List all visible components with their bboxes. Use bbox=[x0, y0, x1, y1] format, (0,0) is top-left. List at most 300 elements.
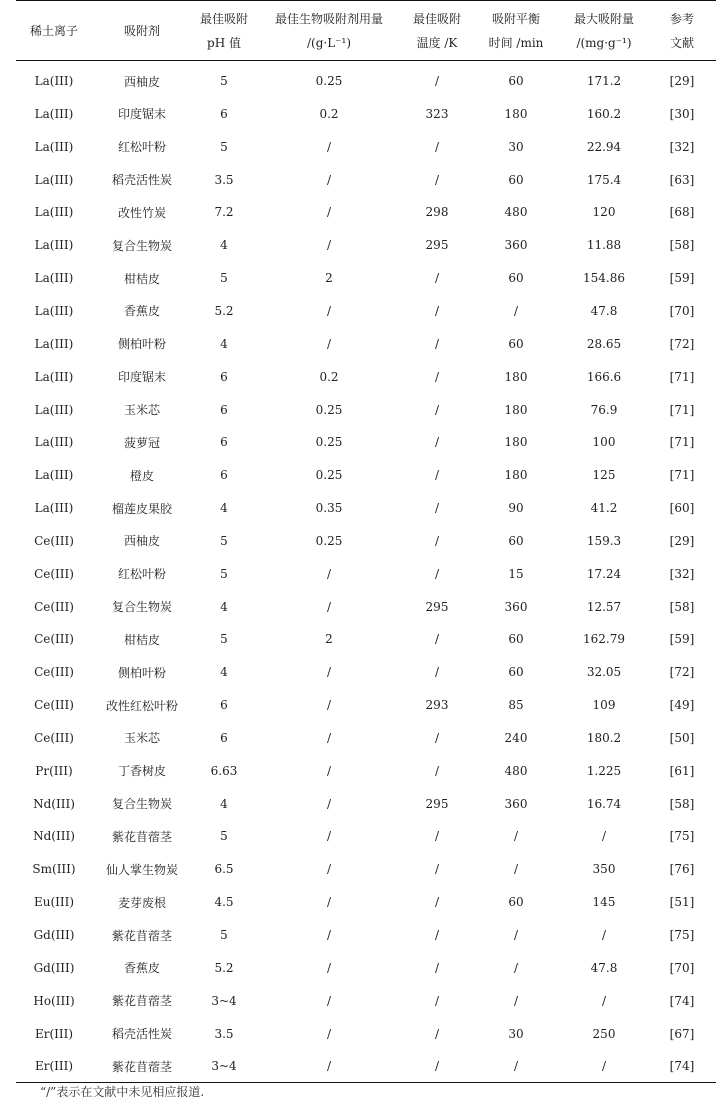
table-cell: / bbox=[326, 665, 332, 680]
table-cell: 丁香树皮 bbox=[117, 764, 166, 779]
table-cell: [71] bbox=[669, 402, 695, 417]
table-cell: / bbox=[326, 730, 332, 745]
table-cell: / bbox=[434, 960, 440, 975]
table-cell: [71] bbox=[669, 435, 695, 450]
table-cell: 侧柏叶粉 bbox=[117, 665, 166, 680]
table-row bbox=[16, 951, 716, 984]
table-cell: 160.2 bbox=[586, 106, 622, 121]
table-cell: 60 bbox=[508, 533, 524, 548]
table-row bbox=[16, 919, 716, 952]
table-cell: Ce(III) bbox=[34, 632, 74, 647]
table-cell: 5 bbox=[220, 928, 228, 943]
table-cell: 5.2 bbox=[214, 960, 234, 975]
table-cell: [63] bbox=[669, 172, 695, 187]
table-cell: [71] bbox=[669, 369, 695, 384]
table-cell: 6 bbox=[220, 435, 228, 450]
table-cell: / bbox=[434, 829, 440, 844]
table-cell: 171.2 bbox=[586, 74, 622, 89]
table-row bbox=[16, 163, 716, 196]
table-cell: / bbox=[434, 303, 440, 318]
table-cell: / bbox=[434, 74, 440, 89]
table-cell: 橙皮 bbox=[129, 468, 154, 483]
table-cell: 香蕉皮 bbox=[123, 961, 160, 976]
table-cell: 295 bbox=[425, 599, 449, 614]
table-row bbox=[16, 196, 716, 229]
table-cell: 3~4 bbox=[211, 1059, 237, 1074]
table-cell: 295 bbox=[425, 238, 449, 253]
table-cell: 复合生物炭 bbox=[111, 238, 172, 253]
table-cell: / bbox=[434, 336, 440, 351]
table-cell: 紫花苜蓿茎 bbox=[111, 928, 172, 943]
table-row bbox=[16, 61, 716, 98]
table-cell: [29] bbox=[669, 74, 695, 89]
table-cell: 4.5 bbox=[214, 895, 234, 910]
table-cell: 7.2 bbox=[214, 205, 234, 220]
table-cell: [50] bbox=[669, 730, 695, 745]
table-cell: / bbox=[326, 960, 332, 975]
table-cell: / bbox=[434, 1059, 440, 1074]
table-cell: 16.74 bbox=[586, 796, 622, 811]
table-row bbox=[16, 1017, 716, 1050]
table-cell: [75] bbox=[669, 829, 695, 844]
table-cell: 60 bbox=[508, 632, 524, 647]
table-row bbox=[16, 262, 716, 295]
table-cell: 41.2 bbox=[590, 501, 618, 516]
table-cell: 0.2 bbox=[319, 369, 339, 384]
table-cell: 0.25 bbox=[315, 402, 343, 417]
table-cell: 30 bbox=[508, 139, 524, 154]
table-cell: [70] bbox=[669, 303, 695, 318]
column-header bbox=[16, 1, 92, 61]
table-cell: [30] bbox=[669, 106, 695, 121]
table-row bbox=[16, 426, 716, 459]
table-cell: 5 bbox=[220, 139, 228, 154]
table-cell: 180 bbox=[504, 106, 528, 121]
table-row bbox=[16, 557, 716, 590]
table-cell: Er(III) bbox=[34, 1026, 74, 1041]
table-cell: 109 bbox=[592, 698, 616, 713]
table-cell: 5 bbox=[220, 566, 228, 581]
table-cell: Pr(III) bbox=[35, 763, 73, 778]
table-row bbox=[16, 820, 716, 853]
table-cell: 3.5 bbox=[214, 172, 234, 187]
table-cell: 0.25 bbox=[315, 468, 343, 483]
column-header bbox=[648, 1, 716, 61]
column-header-line: 最大吸附量 bbox=[573, 11, 634, 26]
table-cell: / bbox=[434, 1026, 440, 1041]
table-cell: 30 bbox=[508, 1026, 524, 1041]
table-cell: / bbox=[434, 730, 440, 745]
table-cell: / bbox=[326, 303, 332, 318]
table-cell: 360 bbox=[504, 238, 528, 253]
table-row bbox=[16, 623, 716, 656]
table-cell: / bbox=[601, 928, 607, 943]
table-cell: / bbox=[326, 698, 332, 713]
table-cell: La(III) bbox=[34, 468, 74, 483]
table-row bbox=[16, 360, 716, 393]
table-cell: Ce(III) bbox=[34, 533, 74, 548]
table-cell: [74] bbox=[669, 993, 695, 1008]
table-cell: 紫花苜蓿茎 bbox=[111, 1059, 172, 1074]
table-cell: [61] bbox=[669, 763, 695, 778]
table-header bbox=[16, 1, 716, 61]
header-row bbox=[16, 1, 716, 61]
table-cell: 红松叶粉 bbox=[117, 140, 166, 155]
table-cell: 0.25 bbox=[315, 74, 343, 89]
table-cell: [71] bbox=[669, 468, 695, 483]
table-cell: / bbox=[326, 796, 332, 811]
table-cell: 5 bbox=[220, 533, 228, 548]
column-header-line: 吸附剂 bbox=[123, 23, 160, 38]
table-cell: / bbox=[434, 501, 440, 516]
table-row bbox=[16, 787, 716, 820]
table-cell: Er(III) bbox=[34, 1059, 74, 1074]
table-cell: 4 bbox=[220, 238, 228, 253]
table-footnote: “/”表示在文献中未见相应报道. bbox=[40, 1085, 205, 1099]
column-header-line: 稀土离子 bbox=[29, 23, 78, 38]
table-cell: / bbox=[326, 172, 332, 187]
table-row bbox=[16, 327, 716, 360]
table-cell: 5.2 bbox=[214, 303, 234, 318]
table-cell: 稻壳活性炭 bbox=[111, 173, 172, 188]
table-cell: / bbox=[326, 895, 332, 910]
table-cell: 0.35 bbox=[315, 501, 343, 516]
table-cell: 4 bbox=[220, 796, 228, 811]
table-cell: 6 bbox=[220, 730, 228, 745]
table-cell: 4 bbox=[220, 599, 228, 614]
table-cell: 180 bbox=[504, 369, 528, 384]
column-header-line: 吸附平衡 bbox=[491, 11, 540, 26]
table-cell: 5 bbox=[220, 271, 228, 286]
table-cell: / bbox=[434, 533, 440, 548]
table-cell: 166.6 bbox=[586, 369, 622, 384]
table-cell: [32] bbox=[669, 139, 695, 154]
column-header-line: 最佳吸附 bbox=[199, 11, 248, 26]
table-cell: 180 bbox=[504, 435, 528, 450]
table-cell: 印度锯末 bbox=[117, 107, 166, 122]
table-cell: / bbox=[434, 566, 440, 581]
table-cell: / bbox=[326, 599, 332, 614]
table-cell: 柑桔皮 bbox=[123, 632, 160, 647]
table-row bbox=[16, 984, 716, 1017]
table-cell: 4 bbox=[220, 501, 228, 516]
column-header-line: 最佳生物吸附剂用量 bbox=[274, 11, 383, 26]
table-cell: La(III) bbox=[34, 106, 74, 121]
table-cell: / bbox=[434, 895, 440, 910]
table-cell: 6 bbox=[220, 402, 228, 417]
table-cell: 180.2 bbox=[586, 730, 622, 745]
table-cell: [59] bbox=[669, 632, 695, 647]
table-cell: La(III) bbox=[34, 501, 74, 516]
table-row bbox=[16, 393, 716, 426]
table-cell: / bbox=[513, 960, 519, 975]
table-cell: 紫花苜蓿茎 bbox=[111, 994, 172, 1009]
table-cell: / bbox=[434, 271, 440, 286]
table-cell: 2 bbox=[325, 632, 333, 647]
table-cell: / bbox=[326, 862, 332, 877]
column-header-line: /(mg·g⁻¹) bbox=[576, 35, 632, 50]
table-row bbox=[16, 590, 716, 623]
table-cell: 稻壳活性炭 bbox=[111, 1027, 172, 1042]
table-cell: 32.05 bbox=[586, 665, 622, 680]
table-cell: 玉米芯 bbox=[123, 731, 160, 746]
table-cell: 180 bbox=[504, 468, 528, 483]
table-cell: [32] bbox=[669, 566, 695, 581]
table-cell: 85 bbox=[508, 698, 524, 713]
table-cell: La(III) bbox=[34, 238, 74, 253]
table-cell: 复合生物炭 bbox=[111, 600, 172, 615]
table-cell: / bbox=[434, 402, 440, 417]
table-cell: 侧柏叶粉 bbox=[117, 337, 166, 352]
table-cell: [76] bbox=[669, 862, 695, 877]
table-cell: 复合生物炭 bbox=[111, 797, 172, 812]
table-cell: 480 bbox=[504, 763, 528, 778]
table-cell: 麦芽废根 bbox=[117, 895, 166, 910]
table-cell: 100 bbox=[592, 435, 616, 450]
table-cell: [29] bbox=[669, 533, 695, 548]
table-cell: 菠萝冠 bbox=[123, 435, 160, 450]
table-cell: 柑桔皮 bbox=[123, 271, 160, 286]
table-row bbox=[16, 524, 716, 557]
table-cell: / bbox=[513, 862, 519, 877]
table-row bbox=[16, 98, 716, 131]
table-row bbox=[16, 295, 716, 328]
table-cell: La(III) bbox=[34, 74, 74, 89]
table-cell: / bbox=[326, 928, 332, 943]
table-cell: La(III) bbox=[34, 303, 74, 318]
table-cell: 162.79 bbox=[583, 632, 625, 647]
table-cell: 榴莲皮果胶 bbox=[111, 501, 172, 516]
column-header-line: /(g·L⁻¹) bbox=[306, 35, 351, 50]
table-row bbox=[16, 130, 716, 163]
table-cell: Ho(III) bbox=[33, 993, 75, 1008]
table-cell: 6 bbox=[220, 698, 228, 713]
table-row bbox=[16, 853, 716, 886]
table-cell: / bbox=[326, 336, 332, 351]
table-cell: Sm(III) bbox=[32, 862, 76, 877]
table-cell: / bbox=[326, 139, 332, 154]
table-body bbox=[16, 61, 716, 1083]
table-cell: La(III) bbox=[34, 205, 74, 220]
table-cell: 玉米芯 bbox=[123, 403, 160, 418]
table-cell: 120 bbox=[592, 205, 616, 220]
column-header-line: 参考 bbox=[669, 11, 694, 26]
table-cell: 3~4 bbox=[211, 993, 237, 1008]
table-cell: La(III) bbox=[34, 435, 74, 450]
table-cell: Ce(III) bbox=[34, 599, 74, 614]
table-cell: [58] bbox=[669, 796, 695, 811]
column-header bbox=[472, 1, 560, 61]
table-cell: 47.8 bbox=[590, 960, 618, 975]
table-row bbox=[16, 1050, 716, 1083]
table-row bbox=[16, 689, 716, 722]
table-cell: 1.225 bbox=[586, 763, 622, 778]
table-cell: [58] bbox=[669, 599, 695, 614]
table-cell: 11.88 bbox=[586, 238, 622, 253]
table-cell: 改性红松叶粉 bbox=[105, 698, 178, 713]
table-cell: / bbox=[434, 993, 440, 1008]
table-cell: / bbox=[434, 632, 440, 647]
table-cell: 323 bbox=[425, 106, 449, 121]
table-cell: / bbox=[326, 993, 332, 1008]
table-cell: 15 bbox=[508, 566, 524, 581]
table-cell: 12.57 bbox=[586, 599, 622, 614]
table-cell: / bbox=[326, 829, 332, 844]
table-cell: [70] bbox=[669, 960, 695, 975]
table-cell: / bbox=[513, 993, 519, 1008]
table-cell: / bbox=[434, 665, 440, 680]
table-cell: / bbox=[326, 238, 332, 253]
table-row bbox=[16, 722, 716, 755]
table-cell: [51] bbox=[669, 895, 695, 910]
table-cell: La(III) bbox=[34, 271, 74, 286]
table-cell: 3.5 bbox=[214, 1026, 234, 1041]
table-cell: 0.25 bbox=[315, 435, 343, 450]
table-cell: 0.2 bbox=[319, 106, 339, 121]
table-cell: 红松叶粉 bbox=[117, 567, 166, 582]
table-cell: Ce(III) bbox=[34, 698, 74, 713]
table-cell: 印度锯末 bbox=[117, 370, 166, 385]
table-cell: [49] bbox=[669, 698, 695, 713]
table-cell: 22.94 bbox=[586, 139, 622, 154]
column-header-line: 温度 /K bbox=[416, 35, 458, 50]
table-cell: 60 bbox=[508, 665, 524, 680]
table-row bbox=[16, 459, 716, 492]
table-cell: 香蕉皮 bbox=[123, 304, 160, 319]
table-cell: 60 bbox=[508, 172, 524, 187]
table-cell: 360 bbox=[504, 796, 528, 811]
table-cell: Eu(III) bbox=[33, 895, 75, 910]
table-cell: Ce(III) bbox=[34, 730, 74, 745]
table-cell: 西柚皮 bbox=[123, 534, 160, 549]
column-header bbox=[402, 1, 472, 61]
table-cell: 60 bbox=[508, 336, 524, 351]
table-cell: 6.5 bbox=[214, 862, 234, 877]
table-cell: 6 bbox=[220, 369, 228, 384]
table-cell: [75] bbox=[669, 928, 695, 943]
table-cell: 西柚皮 bbox=[123, 74, 160, 89]
table-cell: 改性竹炭 bbox=[117, 205, 166, 220]
table-cell: / bbox=[434, 369, 440, 384]
table-cell: / bbox=[434, 862, 440, 877]
table-cell: / bbox=[326, 1026, 332, 1041]
table-cell: [72] bbox=[669, 665, 695, 680]
table-cell: 145 bbox=[592, 895, 616, 910]
column-header bbox=[560, 1, 648, 61]
table-cell: / bbox=[513, 829, 519, 844]
table-cell: / bbox=[434, 435, 440, 450]
table-cell: / bbox=[513, 303, 519, 318]
table-cell: 0.25 bbox=[315, 533, 343, 548]
table-cell: [60] bbox=[669, 501, 695, 516]
table-cell: [72] bbox=[669, 336, 695, 351]
table-cell: / bbox=[326, 566, 332, 581]
table-cell: / bbox=[601, 1059, 607, 1074]
table-cell: La(III) bbox=[34, 172, 74, 187]
table-cell: / bbox=[326, 205, 332, 220]
column-header-line: 时间 /min bbox=[488, 35, 544, 50]
table-cell: / bbox=[434, 763, 440, 778]
table-cell: 紫花苜蓿茎 bbox=[111, 829, 172, 844]
table-cell: 6.63 bbox=[210, 763, 238, 778]
table-cell: 480 bbox=[504, 205, 528, 220]
table-cell: 4 bbox=[220, 665, 228, 680]
table-cell: / bbox=[434, 468, 440, 483]
table-cell: / bbox=[434, 139, 440, 154]
table-cell: 17.24 bbox=[586, 566, 622, 581]
adsorption-table bbox=[16, 0, 716, 1083]
table-cell: 240 bbox=[504, 730, 528, 745]
table-cell: 159.3 bbox=[586, 533, 622, 548]
table-cell: [74] bbox=[669, 1059, 695, 1074]
table-cell: Nd(III) bbox=[33, 829, 75, 844]
table-cell: / bbox=[601, 829, 607, 844]
table-cell: 仙人掌生物炭 bbox=[105, 862, 178, 877]
table-cell: 6 bbox=[220, 106, 228, 121]
table-cell: Ce(III) bbox=[34, 665, 74, 680]
table-cell: 250 bbox=[592, 1026, 616, 1041]
table-cell: [68] bbox=[669, 205, 695, 220]
table-cell: Ce(III) bbox=[34, 566, 74, 581]
table-cell: / bbox=[601, 993, 607, 1008]
table-cell: 125 bbox=[592, 468, 616, 483]
table-cell: / bbox=[326, 1059, 332, 1074]
column-header bbox=[92, 1, 192, 61]
table-cell: 6 bbox=[220, 468, 228, 483]
table-cell: 60 bbox=[508, 74, 524, 89]
table-cell: Nd(III) bbox=[33, 796, 75, 811]
table-cell: Gd(III) bbox=[33, 928, 75, 943]
table-cell: Gd(III) bbox=[33, 960, 75, 975]
table-cell: La(III) bbox=[34, 402, 74, 417]
table-cell: 360 bbox=[504, 599, 528, 614]
column-header-line: 文献 bbox=[669, 35, 694, 50]
table-cell: 60 bbox=[508, 271, 524, 286]
table-cell: / bbox=[513, 1059, 519, 1074]
table-cell: La(III) bbox=[34, 336, 74, 351]
table-cell: 4 bbox=[220, 336, 228, 351]
table-cell: / bbox=[434, 928, 440, 943]
table-cell: 175.4 bbox=[586, 172, 622, 187]
column-header bbox=[256, 1, 402, 61]
table-cell: 76.9 bbox=[590, 402, 618, 417]
table-cell: La(III) bbox=[34, 139, 74, 154]
table-cell: 5 bbox=[220, 829, 228, 844]
table-cell: 154.86 bbox=[583, 271, 625, 286]
column-header bbox=[192, 1, 256, 61]
table-row bbox=[16, 492, 716, 525]
table-cell: 350 bbox=[592, 862, 616, 877]
column-header-line: 最佳吸附 bbox=[412, 11, 461, 26]
table-cell: 28.65 bbox=[586, 336, 622, 351]
table-cell: [58] bbox=[669, 238, 695, 253]
table-cell: La(III) bbox=[34, 369, 74, 384]
table-row bbox=[16, 229, 716, 262]
table-cell: 2 bbox=[325, 271, 333, 286]
table-cell: 180 bbox=[504, 402, 528, 417]
table-cell: / bbox=[513, 928, 519, 943]
table-cell: [59] bbox=[669, 271, 695, 286]
table-row bbox=[16, 754, 716, 787]
table-cell: 90 bbox=[508, 501, 524, 516]
table-row bbox=[16, 886, 716, 919]
table-cell: 60 bbox=[508, 895, 524, 910]
table-cell: [67] bbox=[669, 1026, 695, 1041]
table-cell: 295 bbox=[425, 796, 449, 811]
table-cell: 47.8 bbox=[590, 303, 618, 318]
table-cell: 5 bbox=[220, 632, 228, 647]
table-cell: 5 bbox=[220, 74, 228, 89]
